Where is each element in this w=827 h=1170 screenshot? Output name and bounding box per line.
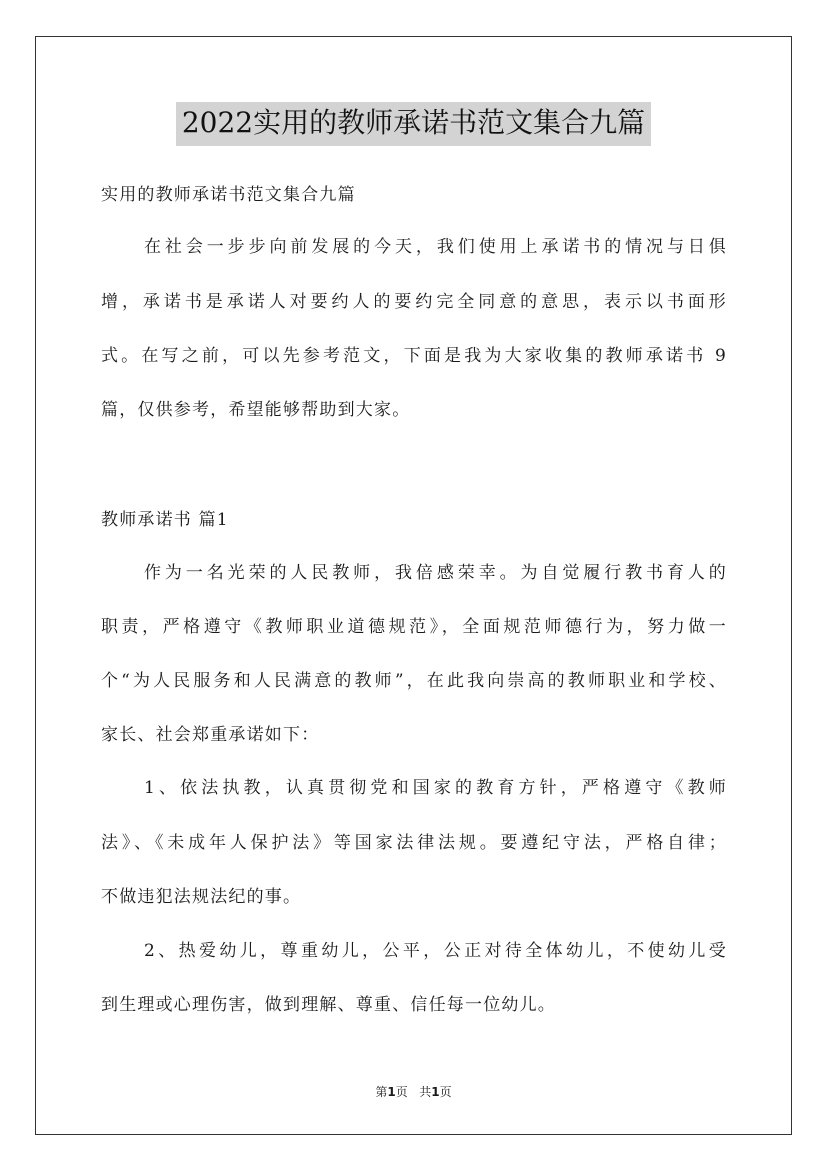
section-line-4: 家长、社会郑重承诺如下： xyxy=(101,725,320,745)
document-subtitle: 实用的教师承诺书范文集合九篇 xyxy=(101,185,356,205)
section-line-7: 不做违犯法规法纪的事。 xyxy=(101,887,302,907)
footer-total-suffix: 页 xyxy=(439,1085,452,1099)
section-line-2: 职责，严格遵守《教师职业道德规范》，全面规范师德行为，努力做一 xyxy=(101,617,727,637)
document-title-container xyxy=(0,102,827,146)
section-line-8: 2、热爱幼儿，尊重幼儿，公平，公正对待全体幼儿，不使幼儿受 xyxy=(144,941,727,961)
section-line-3: 个“为人民服务和人民满意的教师”，在此我向崇高的教师职业和学校、 xyxy=(101,671,727,691)
section-heading: 教师承诺书 篇1 xyxy=(101,510,229,530)
intro-line-2: 增，承诺书是承诺人对要约人的要约完全同意的意思，表示以书面形 xyxy=(101,292,727,312)
intro-line-4: 篇，仅供参考，希望能够帮助到大家。 xyxy=(101,400,411,420)
footer-total-number: 1 xyxy=(431,1085,440,1099)
section-line-9: 到生理或心理伤害，做到理解、尊重、信任每一位幼儿。 xyxy=(101,995,556,1015)
document-title: 2022实用的教师承诺书范文集合九篇 xyxy=(176,102,651,146)
section-line-6: 法》、《未成年人保护法》等国家法律法规。要遵纪守法，严格自律； xyxy=(101,833,727,853)
footer-page-prefix: 第 xyxy=(375,1085,388,1099)
footer-page-suffix: 页 xyxy=(395,1085,408,1099)
section-line-5: 1、依法执教，认真贯彻党和国家的教育方针，严格遵守《教师 xyxy=(144,778,727,798)
intro-line-3: 式。在写之前，可以先参考范文，下面是我为大家收集的教师承诺书 9 xyxy=(101,346,727,366)
footer-page-number: 1 xyxy=(387,1085,396,1099)
intro-line-1: 在社会一步步向前发展的今天，我们使用上承诺书的情况与日俱 xyxy=(144,237,727,257)
page-footer xyxy=(0,1084,827,1100)
section-line-1: 作为一名光荣的人民教师，我倍感荣幸。为自觉履行教书育人的 xyxy=(144,563,727,583)
footer-total-prefix: 共 xyxy=(419,1085,432,1099)
